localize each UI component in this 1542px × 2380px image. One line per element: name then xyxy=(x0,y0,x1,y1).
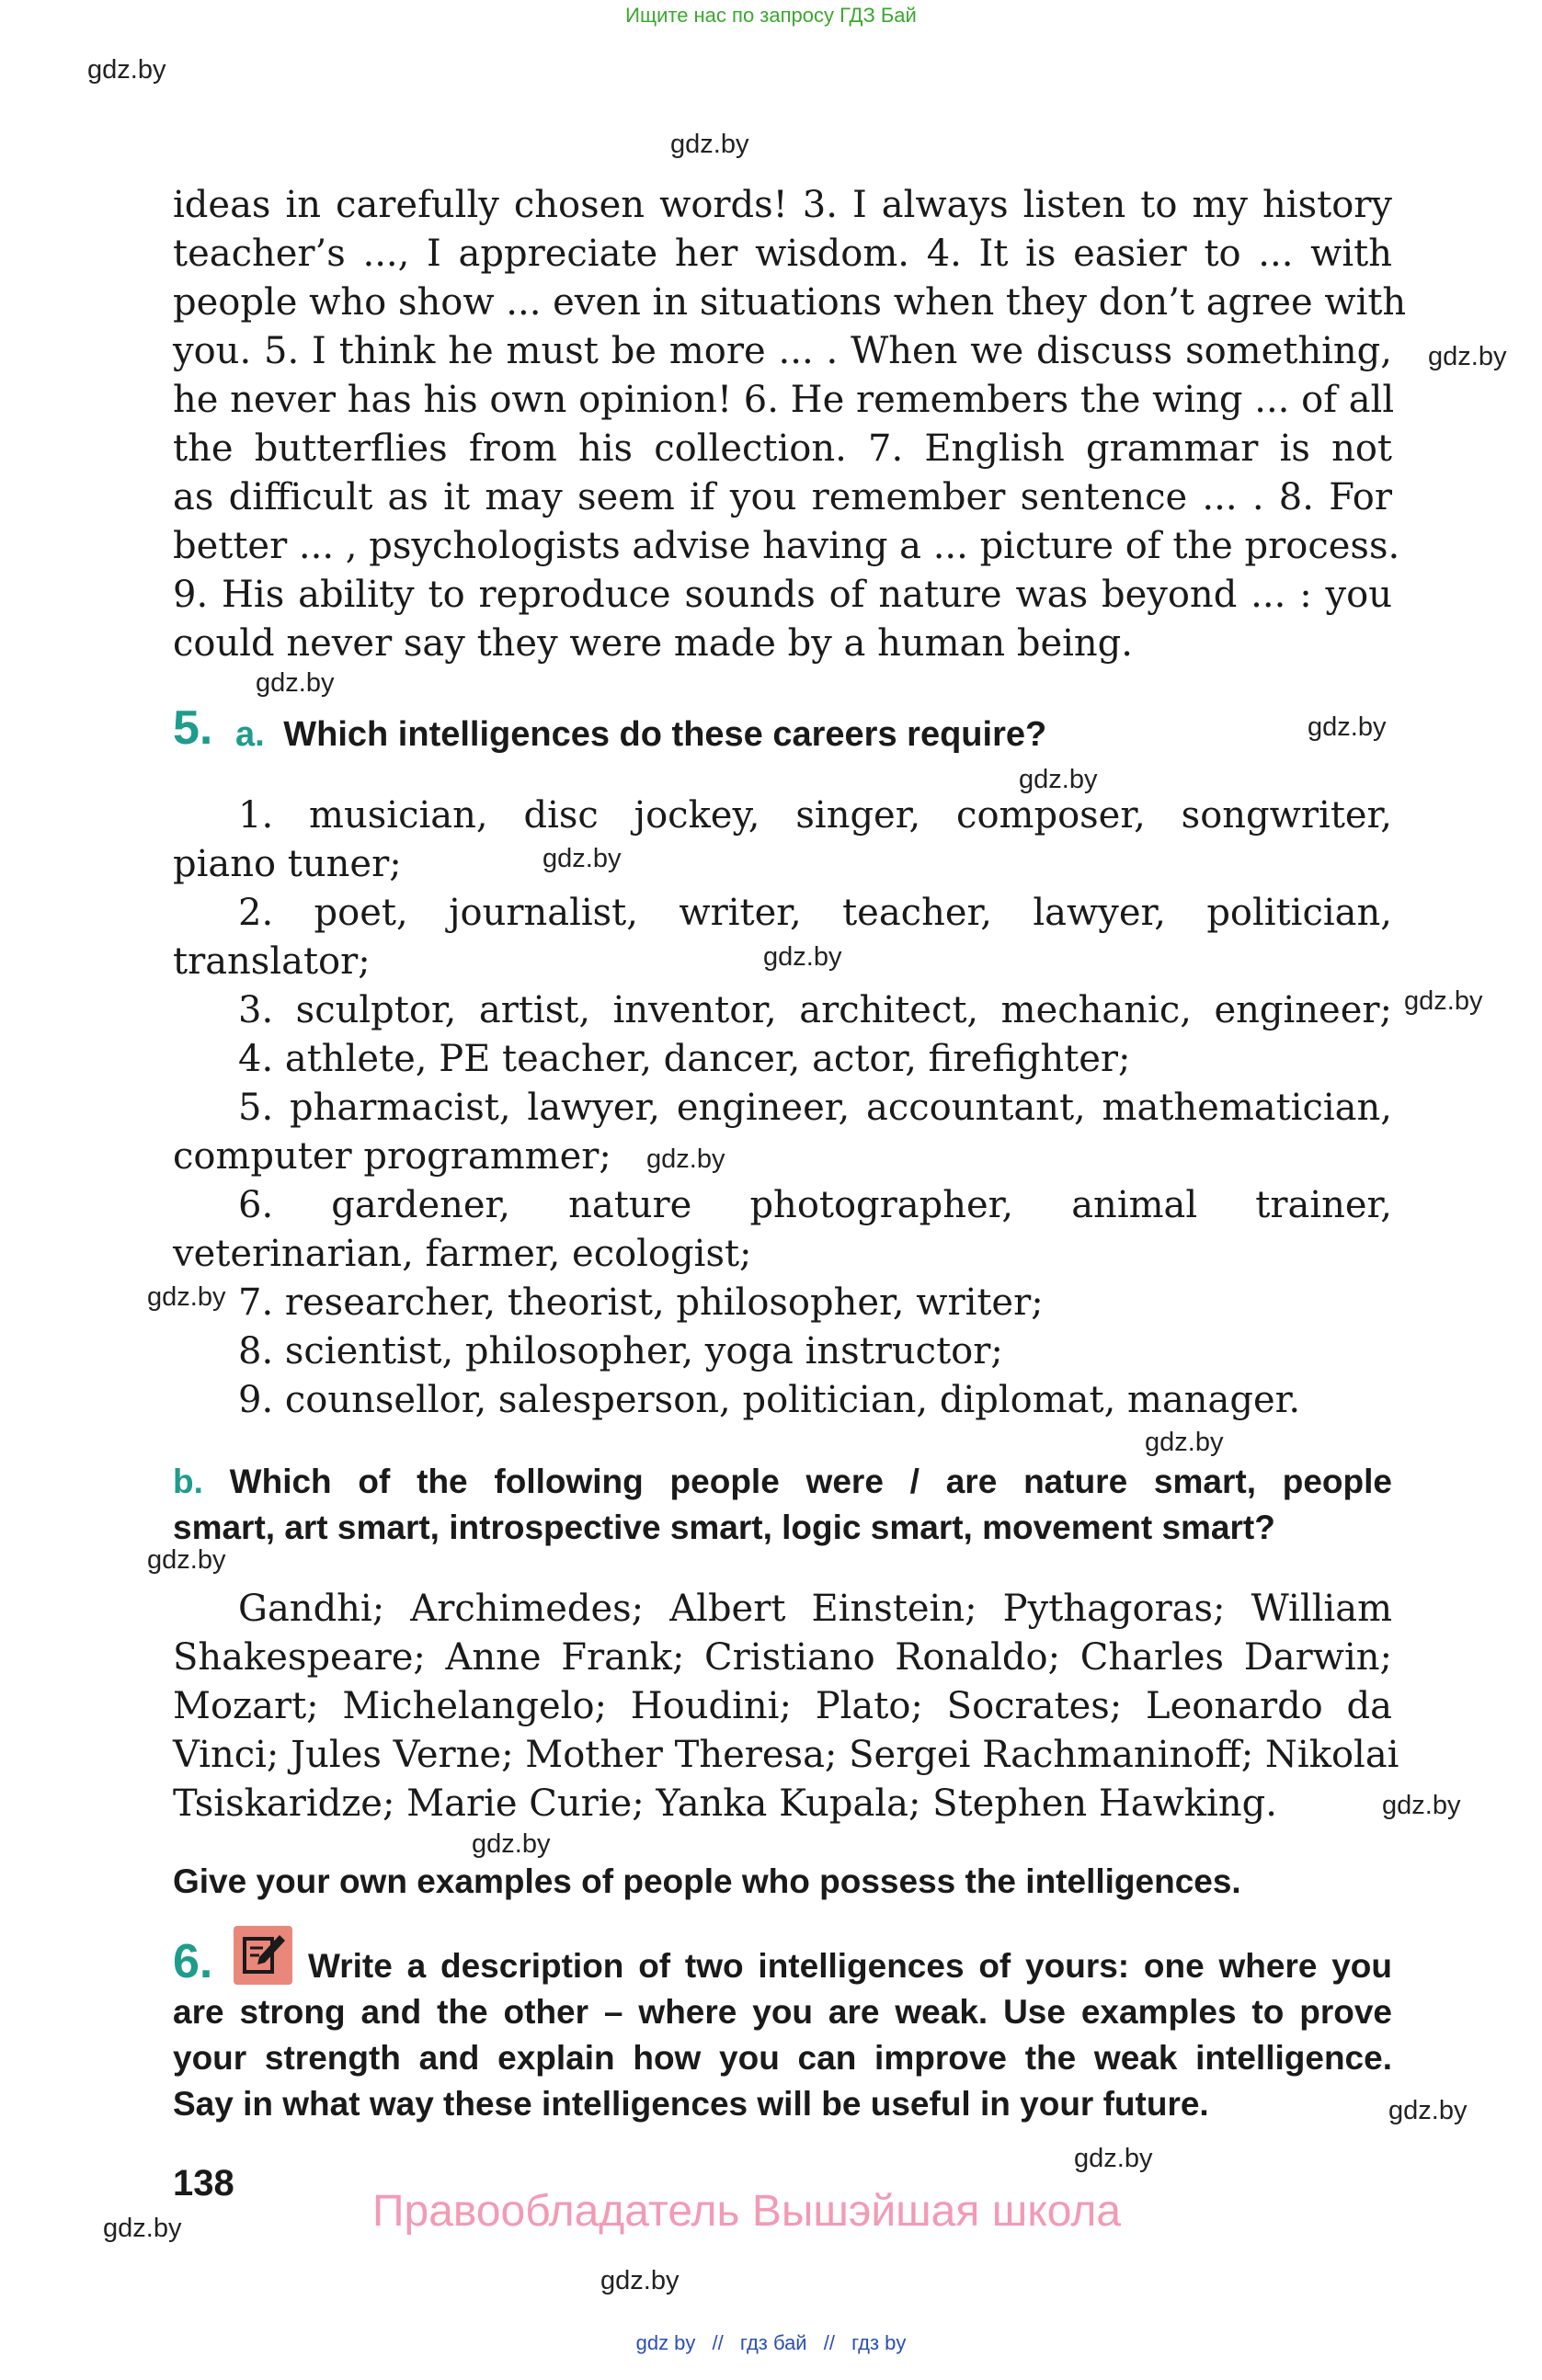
watermark: gdz.by xyxy=(670,130,749,159)
footer-links xyxy=(0,2331,1542,2355)
watermark: gdz.by xyxy=(763,942,842,972)
watermark: gdz.by xyxy=(646,1144,725,1174)
career-line: translator; xyxy=(173,940,371,983)
watermark: gdz.by xyxy=(147,1545,226,1575)
career-line: 5. pharmacist, lawyer, engineer, accountant, mathematician, xyxy=(238,1087,1392,1129)
watermark: gdz.by xyxy=(472,1829,551,1859)
paragraph-line: he never has his own opinion! 6. He remembers the wing ... of all xyxy=(173,379,1395,421)
career-line: 1. musician, disc jockey, singer, composer, songwriter, xyxy=(238,794,1392,837)
paragraph-line: as difficult as it may seem if you remember sentence ... . 8. For xyxy=(173,476,1392,518)
career-line: 3. sculptor, artist, inventor, architect, mechanic, engineer; xyxy=(238,989,1392,1031)
career-line: 9. counsellor, salesperson, politician, diplomat, manager. xyxy=(238,1379,1301,1421)
own-examples-instruction: Give your own examples of people who possess the intelligences. xyxy=(173,1862,1241,1900)
write-icon xyxy=(234,1926,292,1985)
exercise-6-number: 6. xyxy=(173,1935,213,1988)
watermark: gdz.by xyxy=(600,2266,680,2295)
exercise-6-line: are strong and the other – where you are weak. Use examples to prove xyxy=(173,1993,1392,2031)
copyright-notice: Правообладатель Вышэйшая школа xyxy=(372,2187,1122,2236)
watermark: gdz.by xyxy=(87,55,166,85)
watermark: gdz.by xyxy=(1428,342,1507,371)
exercise-5b-question-line: smart, art smart, introspective smart, logic smart, movement smart? xyxy=(173,1509,1275,1546)
exercise-5b-question-line xyxy=(173,1459,1392,1505)
career-line: veterinarian, farmer, ecologist; xyxy=(173,1233,752,1275)
footer-separator: // xyxy=(823,2331,835,2354)
people-line: Shakespeare; Anne Frank; Cristiano Ronaldo; Charles Darwin; xyxy=(173,1636,1392,1679)
footer-link[interactable]: gdz by xyxy=(635,2331,696,2354)
paragraph-line: teacher’s ..., I appreciate her wisdom. 4. It is easier to ... with xyxy=(173,233,1392,275)
paragraph-line: could never say they were made by a human being. xyxy=(173,622,1134,665)
watermark: gdz.by xyxy=(1388,2096,1468,2125)
people-line: Vinci; Jules Verne; Mother Theresa; Sergei Rachmaninoff; Nikolai xyxy=(173,1734,1399,1776)
career-line: 7. researcher, theorist, philosopher, writer; xyxy=(238,1281,1044,1324)
exercise-5-number: 5. xyxy=(173,701,213,755)
exercise-5a-letter: a. xyxy=(235,715,265,754)
exercise-6-line: Say in what way these intelligences will be useful in your future. xyxy=(173,2085,1209,2123)
people-line: Mozart; Michelangelo; Houdini; Plato; Socrates; Leonardo da xyxy=(173,1685,1392,1727)
page-number: 138 xyxy=(173,2163,234,2203)
paragraph-line: ideas in carefully chosen words! 3. I always listen to my history xyxy=(173,184,1392,226)
footer-link[interactable]: гдз бай xyxy=(739,2331,807,2354)
watermark: gdz.by xyxy=(1382,1791,1461,1820)
exercise-6-line: Write a description of two intelligences of yours: one where you xyxy=(308,1947,1392,1985)
watermark: gdz.by xyxy=(256,668,335,698)
paragraph-line: the butterflies from his collection. 7. English grammar is not xyxy=(173,427,1392,470)
paragraph-line: 9. His ability to reproduce sounds of nature was beyond ... : you xyxy=(173,574,1392,616)
exercise-6-line: your strength and explain how you can improve the weak intelligence. xyxy=(173,2039,1392,2077)
header-note: Ищите нас по запросу ГДЗ Бай xyxy=(625,4,917,27)
exercise-5b-letter: b. xyxy=(173,1463,203,1500)
footer-separator: // xyxy=(712,2331,724,2354)
watermark: gdz.by xyxy=(543,844,622,873)
career-line: computer programmer; xyxy=(173,1135,611,1178)
career-line: 6. gardener, nature photographer, animal trainer, xyxy=(238,1184,1392,1226)
watermark: gdz.by xyxy=(1019,765,1098,794)
people-line: Tsiskaridze; Marie Curie; Yanka Kupala; Stephen Hawking. xyxy=(173,1782,1277,1825)
footer-link[interactable]: гдз by xyxy=(851,2331,907,2354)
paragraph-line: you. 5. I think he must be more ... . When we discuss something, xyxy=(173,330,1392,372)
career-line: 8. scientist, philosopher, yoga instructor; xyxy=(238,1330,1003,1372)
career-line: piano tuner; xyxy=(173,843,402,885)
watermark: gdz.by xyxy=(147,1282,226,1312)
career-line: 2. poet, journalist, writer, teacher, lawyer, politician, xyxy=(238,892,1392,934)
watermark: gdz.by xyxy=(1074,2144,1153,2173)
pencil-note-icon xyxy=(234,1926,292,1985)
paragraph-line: people who show ... even in situations when they don’t agree with xyxy=(173,281,1407,324)
paragraph-line: better ... , psychologists advise having a ... picture of the process. xyxy=(173,525,1400,567)
watermark: gdz.by xyxy=(1404,986,1483,1016)
watermark: gdz.by xyxy=(1145,1428,1224,1457)
exercise-5b-question-text: Which of the following people were / are nature smart, people xyxy=(229,1463,1392,1500)
watermark: gdz.by xyxy=(103,2214,182,2243)
career-line: 4. athlete, PE teacher, dancer, actor, firefighter; xyxy=(238,1038,1131,1080)
people-line: Gandhi; Archimedes; Albert Einstein; Pythagoras; William xyxy=(238,1588,1392,1630)
exercise-5a-heading xyxy=(235,712,1046,757)
watermark: gdz.by xyxy=(1308,712,1387,742)
exercise-5a-question: Which intelligences do these careers require? xyxy=(283,715,1047,754)
